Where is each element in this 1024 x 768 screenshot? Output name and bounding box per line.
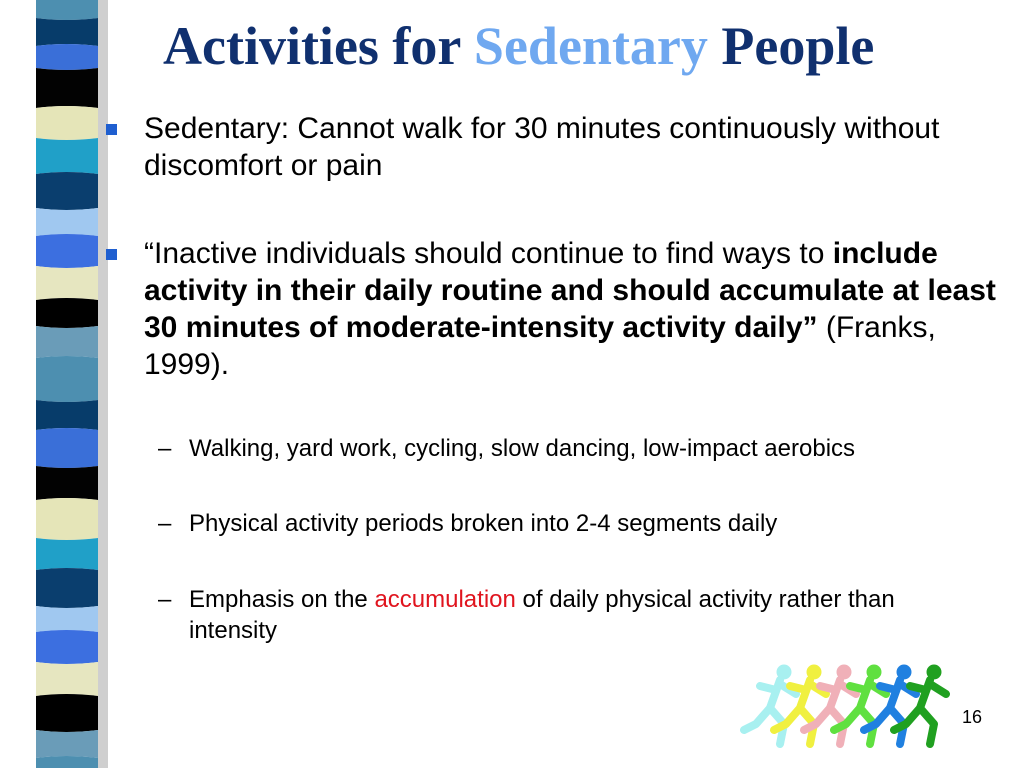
- stripe-band: [36, 694, 98, 732]
- stripe-band: [36, 298, 98, 328]
- square-bullet-icon: [106, 124, 117, 135]
- stripe-band: [36, 756, 98, 768]
- decorative-stripe-column: [0, 0, 120, 768]
- stripe-band: [36, 630, 98, 664]
- sub-bullet-text: Physical activity periods broken into 2-4 segments daily: [189, 510, 778, 537]
- stripe-band: [36, 428, 98, 468]
- stripe-band: [36, 266, 98, 300]
- accumulation-highlight: accumulation: [374, 586, 516, 613]
- quote-intro: “Inactive individuals should continue to find ways to: [144, 237, 833, 270]
- stripe-band: [36, 400, 98, 430]
- stripe-band: [36, 568, 98, 608]
- stripe-band: [36, 208, 98, 236]
- slide-number: 16: [962, 707, 983, 727]
- sub-bullet-text: [189, 584, 989, 646]
- dash-marker: –: [158, 586, 172, 613]
- stripe-band: [36, 662, 98, 696]
- stripe-band: [36, 68, 98, 108]
- stripe-band: [36, 0, 98, 20]
- stripe-band: [36, 356, 98, 402]
- slide-title: [163, 8, 993, 84]
- dash-marker: –: [158, 510, 172, 537]
- stripe-band: [36, 326, 98, 358]
- quote-bold: include activity in their daily routine and should accumulate at least 30 minutes of moderate-intensity activity daily”: [144, 237, 996, 344]
- emphasis-intro: Emphasis on the: [189, 586, 375, 613]
- emphasis-rest: of daily physical activity rather than intensity: [189, 586, 895, 644]
- stripe-band: [36, 106, 98, 140]
- stripe-band: [36, 606, 98, 632]
- stripe-band: [36, 730, 98, 758]
- title-part-1: Activities for: [163, 16, 461, 76]
- square-bullet-icon: [106, 249, 117, 260]
- stripe-band: [36, 18, 98, 46]
- dash-marker: –: [158, 435, 172, 462]
- stripe-band: [36, 498, 98, 540]
- stripe-shadow: [98, 0, 108, 768]
- running-figures-icon: [740, 660, 960, 755]
- stripe-band: [36, 466, 98, 500]
- stripe-band: [36, 44, 98, 70]
- stripe-band: [36, 538, 98, 570]
- runner-figure: [744, 665, 796, 744]
- citation: (Franks, 1999).: [144, 311, 936, 381]
- bullet-text: [144, 235, 1014, 383]
- title-highlight: Sedentary: [473, 16, 708, 76]
- title-part-2: People: [721, 16, 875, 76]
- sub-bullet-text: Walking, yard work, cycling, slow dancing, low-impact aerobics: [189, 435, 856, 462]
- stripe-band: [36, 138, 98, 174]
- stripe-band: [36, 234, 98, 268]
- bullet-text: Sedentary: Cannot walk for 30 minutes continuously without discomfort or pain: [144, 112, 940, 182]
- stripe-band: [36, 172, 98, 210]
